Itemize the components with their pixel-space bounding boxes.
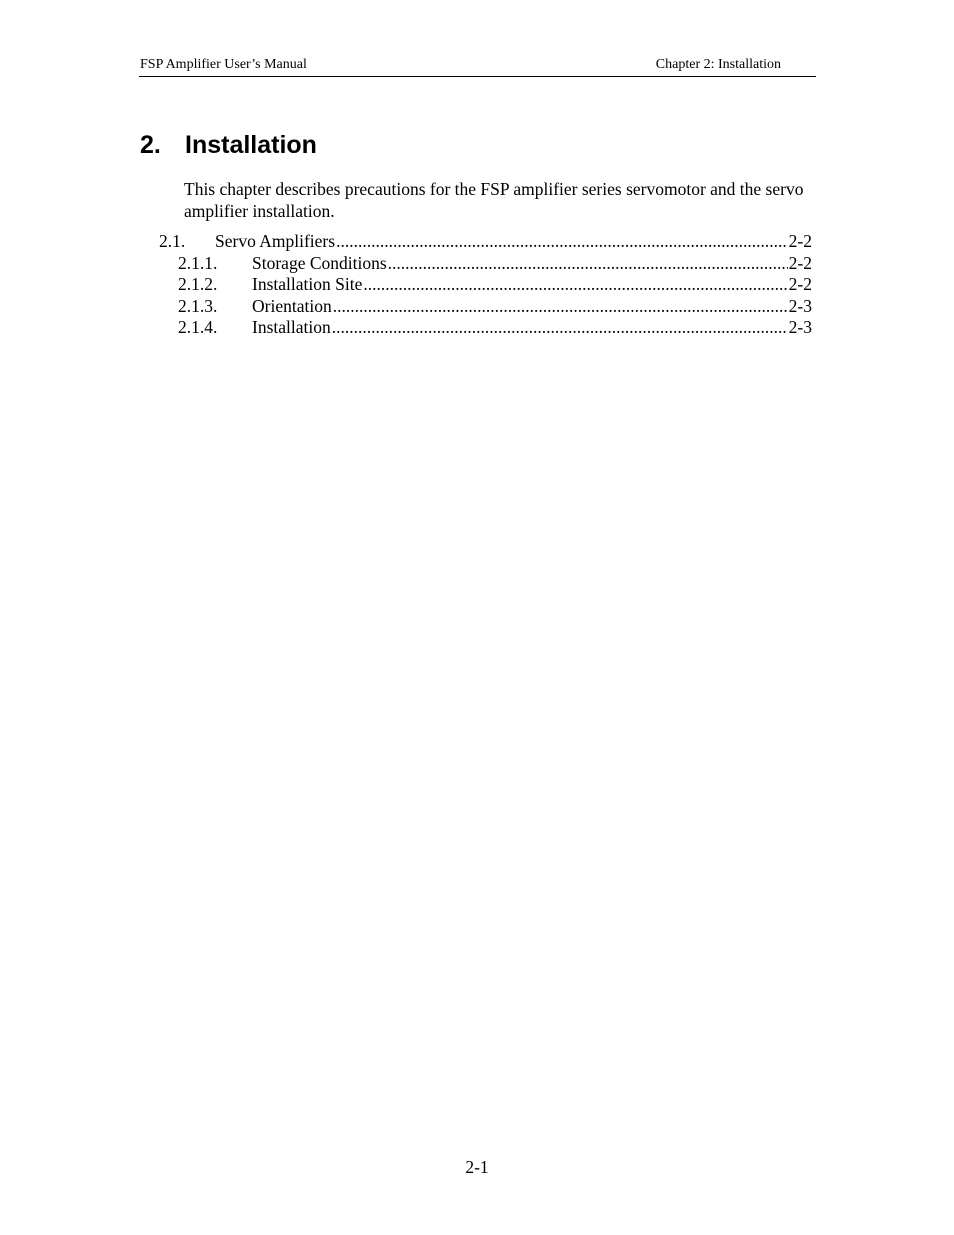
toc-leader [363, 273, 787, 295]
toc-entry-2-1[interactable] [159, 230, 812, 252]
toc-entry-text [215, 230, 812, 252]
toc-entry-2-1-1[interactable] [178, 252, 812, 274]
toc-entry-text [252, 273, 812, 295]
chapter-title: Installation [185, 131, 317, 159]
toc-entry-text [252, 252, 812, 274]
toc-title: Orientation [252, 296, 332, 316]
toc-number: 2.1. [159, 231, 186, 251]
toc-leader [332, 316, 788, 338]
toc-entry-2-1-3[interactable] [178, 295, 812, 317]
chapter-label: Chapter 2: Installation [655, 57, 781, 72]
toc-entry-text [252, 316, 812, 338]
toc-page: 2-2 [788, 253, 812, 273]
manual-title: FSP Amplifier User’s Manual [140, 57, 307, 72]
intro-paragraph: This chapter describes precautions for the FSP amplifier series servomotor and the servo amplifier installation. [184, 179, 804, 221]
toc-title: Storage Conditions [252, 253, 387, 273]
toc-title: Servo Amplifiers [215, 231, 336, 251]
toc-title: Installation Site [252, 274, 363, 294]
toc-leader [388, 252, 788, 274]
toc-page: 2-3 [788, 317, 812, 337]
toc-entry-2-1-4[interactable] [178, 316, 812, 338]
toc-number: 2.1.4. [178, 317, 218, 337]
chapter-number: 2. [140, 131, 161, 159]
toc-title: Installation [252, 317, 331, 337]
running-header [139, 56, 816, 77]
toc-entry-text [252, 295, 812, 317]
toc-page: 2-3 [788, 296, 812, 316]
toc-number: 2.1.1. [178, 253, 218, 273]
chapter-heading [140, 128, 317, 162]
toc-number: 2.1.3. [178, 296, 218, 316]
toc-page: 2-2 [788, 274, 812, 294]
toc-entry-2-1-2[interactable] [178, 273, 812, 295]
toc-page: 2-2 [788, 231, 812, 251]
page-number: 2-1 [465, 1157, 489, 1177]
toc-number: 2.1.2. [178, 274, 218, 294]
toc-leader [333, 295, 788, 317]
toc-leader [336, 230, 788, 252]
